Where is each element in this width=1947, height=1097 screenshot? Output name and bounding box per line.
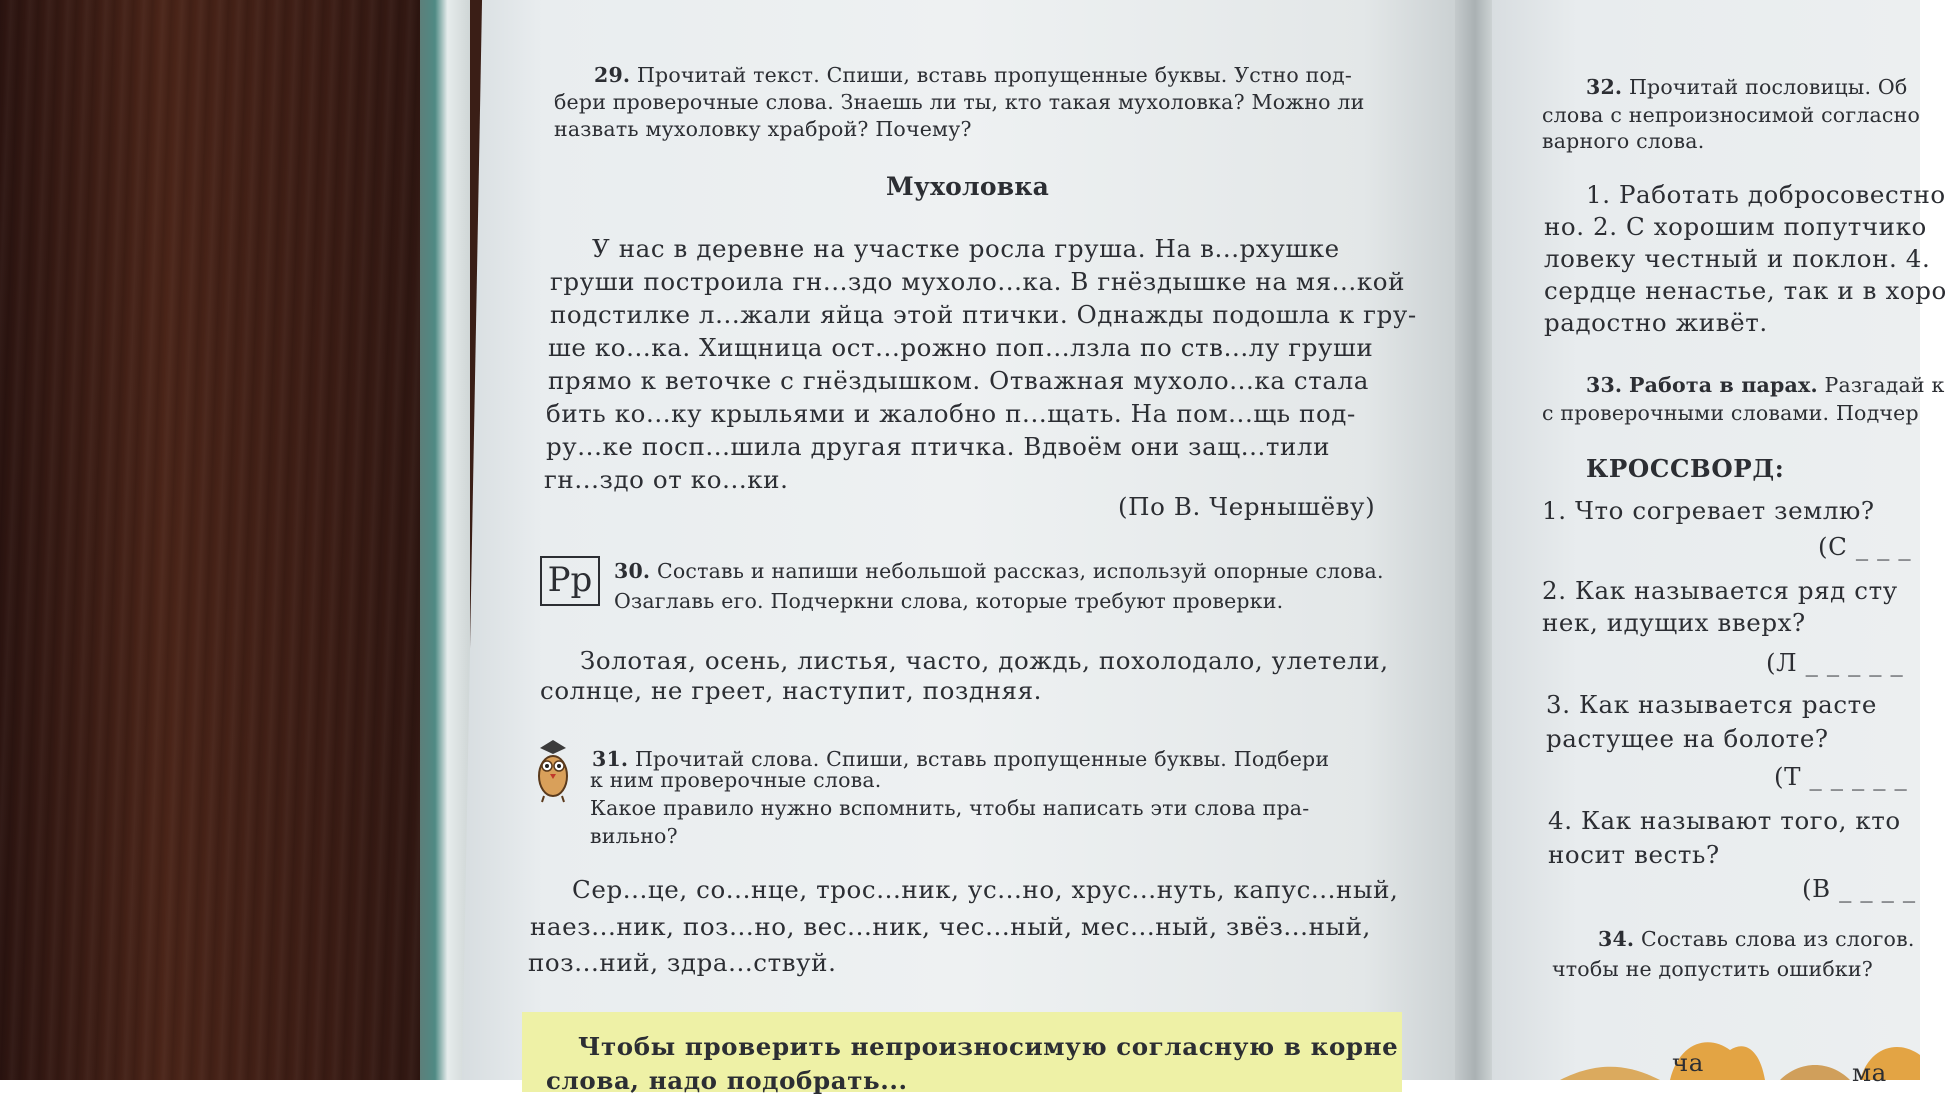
crossword-answer: (Т _ _ _ _ _ <box>1774 762 1908 791</box>
ex30-instruction-2: Озаглавь его. Подчеркни слова, которые требуют проверки. <box>614 589 1284 613</box>
crossword-question: 1. Что согревает землю? <box>1542 496 1875 525</box>
crossword-answer: (В _ _ _ _ <box>1802 874 1916 903</box>
story-line: ше ко...ка. Хищница ост...рожно поп...лзла по ств...лу груши <box>548 333 1374 362</box>
story-source: (По В. Чернышёву) <box>1118 492 1376 521</box>
book-page-edges <box>420 0 470 1080</box>
crossword-question: 3. Как называется расте <box>1546 690 1877 719</box>
ex33-bold-label: Работа в парах. <box>1628 373 1818 397</box>
crossword-question: растущее на болоте? <box>1546 724 1829 753</box>
ex29-instruction-3: назвать мухоловку храброй? Почему? <box>554 117 972 141</box>
ex31-instruction-4: вильно? <box>590 824 678 848</box>
syllable: ма <box>1852 1058 1887 1087</box>
ex33-line-1 <box>1586 372 1945 399</box>
ex31-instruction-3: Какое правило нужно вспомнить, чтобы написать эти слова пра- <box>590 796 1310 820</box>
proverb-line: 1. Работать добросовестно <box>1586 180 1946 209</box>
wooden-table <box>0 0 470 1080</box>
ex33-instruction-1: Разгадай к <box>1824 373 1945 397</box>
ex29-instruction-2: бери проверочные слова. Знаешь ли ты, кто такая мухоловка? Можно ли <box>554 90 1365 114</box>
rule-line-2: слова, надо подобрать... <box>546 1066 908 1095</box>
ex34-number: 34. <box>1598 927 1635 951</box>
crossword-question: 2. Как называется ряд сту <box>1542 576 1898 605</box>
syllable: ча <box>1672 1048 1705 1077</box>
ex32-number: 32. <box>1586 75 1623 99</box>
crossword-question: нек, идущих вверх? <box>1542 608 1806 637</box>
ex34-instruction-1: Составь слова из слогов. <box>1640 927 1915 951</box>
story-line: У нас в деревне на участке росла груша. На в...рхушке <box>592 234 1340 263</box>
rule-line-1: Чтобы проверить непроизносимую согласную в корне <box>578 1032 1399 1061</box>
ex29-instruction-1: Прочитай текст. Спиши, вставь пропущенные буквы. Устно под- <box>636 63 1352 87</box>
ex31-instruction-1: Прочитай слова. Спиши, вставь пропущенные буквы. Подбери <box>634 747 1330 771</box>
story-line: бить ко...ку крыльями и жалобно п...щать. На пом...щь под- <box>546 399 1356 428</box>
ex31-words-2: наез...ник, поз...но, вес...ник, чес...ный, мес...ный, звёз...ный, <box>530 912 1371 941</box>
book-gutter <box>1455 0 1495 1080</box>
story-line: гн...здо от ко...ки. <box>544 465 789 494</box>
crossword-answer: (С _ _ _ <box>1818 532 1912 561</box>
story-line: ру...ке посп...шила другая птичка. Вдвоём они защ...тили <box>546 432 1331 461</box>
ex30-instruction-1: Составь и напиши небольшой рассказ, используй опорные слова. <box>656 559 1384 583</box>
ex30-line-1 <box>614 558 1384 585</box>
proverb-line: сердце ненастье, так и в хоро <box>1544 276 1947 305</box>
story-line: подстилке л...жали яйца этой птички. Однажды подошла к гру- <box>550 300 1417 329</box>
ex33-instruction-2: с проверочными словами. Подчер <box>1542 401 1919 425</box>
ex30-number: 30. <box>614 559 651 583</box>
ex33-number: 33. <box>1586 373 1623 397</box>
ex34-instruction-2: чтобы не допустить ошибки? <box>1552 957 1873 981</box>
ex31-words-1: Сер...це, со...нце, трос...ник, ус...но, хрус...нуть, капус...ный, <box>572 875 1399 904</box>
rr-badge: Рр <box>540 556 600 606</box>
ex32-instruction-2: слова с непроизносимой согласно <box>1542 103 1921 127</box>
ex34-line-1 <box>1598 926 1915 953</box>
crossword-title: КРОССВОРД: <box>1586 454 1785 483</box>
crossword-question: 4. Как называют того, кто <box>1548 806 1901 835</box>
ex29-line-1 <box>594 62 1352 89</box>
ex31-instruction-2: к ним проверочные слова. <box>590 768 882 792</box>
ex31-words-3: поз...ний, здра...ствуй. <box>528 948 837 977</box>
story-line: груши построила гн...здо мухоло...ка. В гнёздышке на мя...кой <box>550 267 1406 296</box>
ex32-instruction-3: варного слова. <box>1542 129 1705 153</box>
crossword-answer: (Л _ _ _ _ _ <box>1766 648 1904 677</box>
ex30-words-2: солнце, не греет, наступит, поздняя. <box>540 676 1043 705</box>
owl-mascot-icon <box>530 734 576 804</box>
proverb-line: ловеку честный и поклон. 4. <box>1544 244 1931 273</box>
story-title: Мухоловка <box>886 172 1049 201</box>
ex31-number: 31. <box>592 747 629 771</box>
story-line: прямо к веточке с гнёздышком. Отважная мухоло...ка стала <box>548 366 1369 395</box>
ex29-number: 29. <box>594 63 631 87</box>
ex32-instruction-1: Прочитай пословицы. Об <box>1628 75 1908 99</box>
ex32-line-1 <box>1586 74 1907 101</box>
crossword-question: носит весть? <box>1548 840 1720 869</box>
proverb-line: радостно живёт. <box>1544 308 1768 337</box>
ex30-words-1: Золотая, осень, листья, часто, дождь, похолодало, улетели, <box>580 646 1389 675</box>
proverb-line: но. 2. С хорошим попутчико <box>1544 212 1927 241</box>
